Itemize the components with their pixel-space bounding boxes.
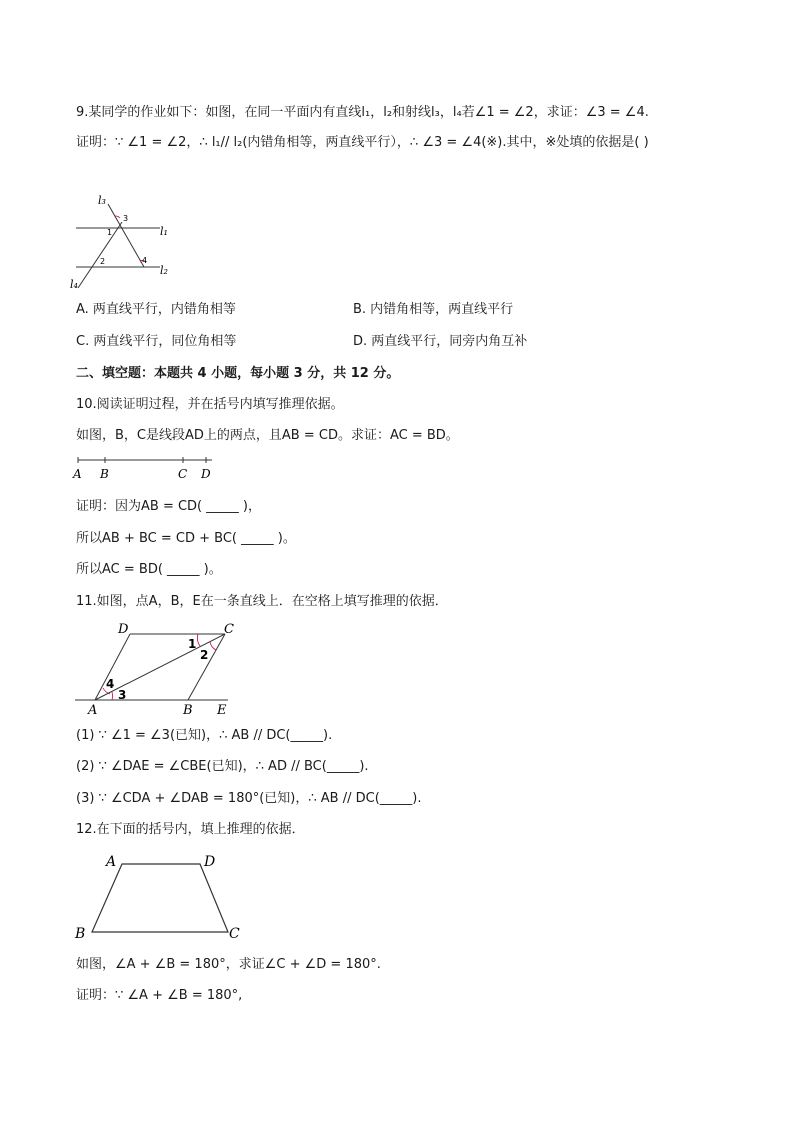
point-a: A bbox=[88, 703, 98, 718]
point-d: D bbox=[118, 622, 129, 637]
label-l1: l₁ bbox=[160, 225, 168, 238]
q9-option-d[interactable]: D. 两直线平行，同旁内角互补 bbox=[353, 334, 528, 349]
q11-figure bbox=[70, 618, 240, 718]
angle-2-label: 2 bbox=[200, 648, 209, 662]
q10-proof-3: 所以AC = BD( _____ )。 bbox=[76, 562, 222, 577]
angle-2-label: 2 bbox=[100, 257, 106, 266]
label-l2: l₂ bbox=[160, 264, 168, 277]
label-l4: l₄ bbox=[70, 278, 78, 291]
q10-given: 如图，B，C是线段AD上的两点，且AB = CD。求证：AC = BD。 bbox=[76, 428, 459, 443]
point-d: D bbox=[204, 854, 216, 870]
point-d: D bbox=[201, 467, 211, 481]
point-a: A bbox=[106, 854, 117, 870]
point-a: A bbox=[73, 467, 82, 481]
section-title: 二、填空题：本题共 4 小题，每小题 3 分，共 12 分。 bbox=[76, 366, 400, 381]
q11-item-1: (1) ∵ ∠1 = ∠3(已知)，∴ AB // DC(_____). bbox=[76, 728, 333, 743]
q10-stem: 10.阅读证明过程，并在括号内填写推理依据。 bbox=[76, 397, 344, 412]
q12-proof-start: 证明：∵ ∠A + ∠B = 180°, bbox=[76, 988, 243, 1003]
q10-proof-1: 证明：因为AB = CD( _____ )， bbox=[76, 499, 261, 514]
angle-1-label: 1 bbox=[107, 228, 113, 237]
q9-option-a[interactable]: A. 两直线平行，内错角相等 bbox=[76, 302, 236, 317]
angle-4-label: 4 bbox=[142, 256, 148, 265]
angle-3-label: 3 bbox=[123, 214, 129, 223]
q11-stem: 11.如图，点A，B，E在一条直线上．在空格上填写推理的依据． bbox=[76, 594, 448, 609]
q9-option-c[interactable]: C. 两直线平行，同位角相等 bbox=[76, 334, 237, 349]
label-l3: l₃ bbox=[98, 194, 106, 207]
q11-item-2: (2) ∵ ∠DAE = ∠CBE(已知)，∴ AD // BC(_____). bbox=[76, 759, 369, 774]
point-b: B bbox=[100, 467, 109, 481]
point-e: E bbox=[217, 703, 227, 718]
q12-stem: 12.在下面的括号内，填上推理的依据． bbox=[76, 822, 305, 837]
angle-3-label: 3 bbox=[118, 688, 127, 702]
q9-figure bbox=[62, 188, 182, 294]
angle-1-label: 1 bbox=[188, 637, 197, 651]
q12-given: 如图，∠A + ∠B = 180°，求证∠C + ∠D = 180°. bbox=[76, 957, 381, 972]
q10-proof-2: 所以AB + BC = CD + BC( _____ )。 bbox=[76, 531, 296, 546]
point-c: C bbox=[224, 622, 234, 637]
point-b: B bbox=[183, 703, 193, 718]
point-c: C bbox=[229, 926, 240, 942]
q12-trapezoid-figure bbox=[70, 848, 250, 948]
q11-item-3: (3) ∵ ∠CDA + ∠DAB = 180°(已知)，∴ AB // DC(_____). bbox=[76, 791, 422, 806]
point-c: C bbox=[178, 467, 188, 481]
q9-proof: 证明：∵ ∠1 = ∠2，∴ l₁// l₂(内错角相等，两直线平行），∴ ∠3 = ∠4(※).其中，※处填的依据是( ) bbox=[76, 135, 649, 150]
angle-4-label: 4 bbox=[106, 677, 115, 691]
q10-segment-figure bbox=[70, 452, 220, 482]
point-b: B bbox=[75, 926, 86, 942]
q9-stem: 9.某同学的作业如下：如图，在同一平面内有直线l₁，l₂和射线l₃，l₄若∠1 = ∠2，求证：∠3 = ∠4. bbox=[76, 105, 649, 120]
q9-option-b[interactable]: B. 内错角相等，两直线平行 bbox=[353, 302, 514, 317]
